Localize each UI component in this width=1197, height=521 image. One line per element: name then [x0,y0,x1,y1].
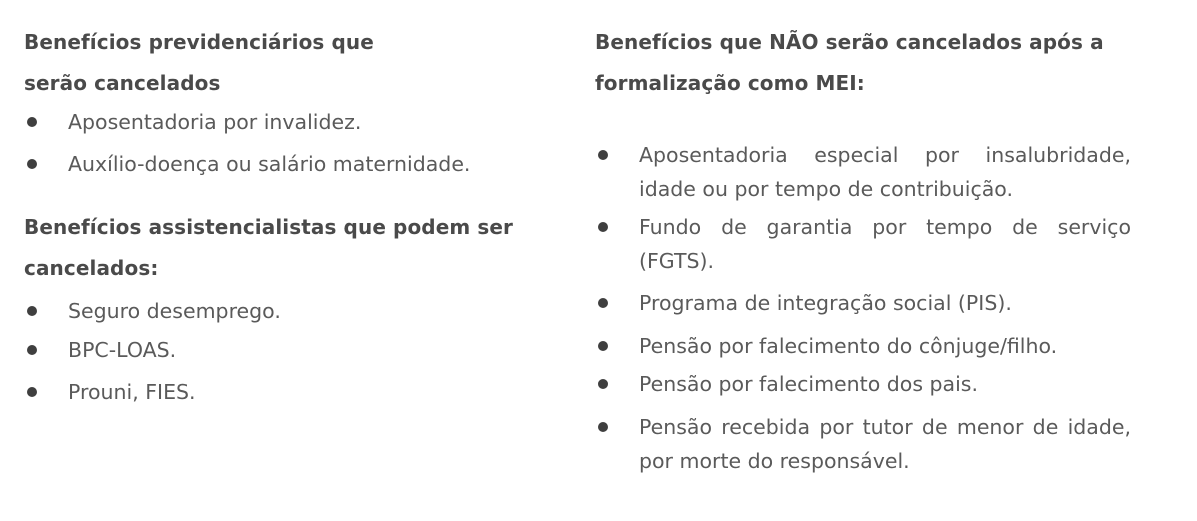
list-item-text: Pensão por falecimento do cônjuge/filho. [639,334,1058,358]
list-item [24,375,196,409]
list-item [24,294,281,328]
list-item [595,367,1131,401]
bullet-icon [598,379,608,389]
heading-line: Benefícios assistencialistas que podem ser [24,215,514,239]
bullet-icon [27,117,37,127]
list-item [595,329,1131,363]
heading-line: formalização como MEI: [595,71,865,95]
bullet-icon [598,222,608,232]
list-item-text: Seguro desemprego. [68,299,281,323]
list-item [595,410,1131,478]
list-item-text: Fundo de garantia por tempo de serviço (FGTS). [639,215,1131,273]
list-item [24,105,361,139]
cancellable-assistance-heading [24,207,544,289]
bullet-icon [27,306,37,316]
list-item [24,333,176,367]
cancelled-social-security-heading [24,22,544,104]
not-cancelled-benefits-heading [595,22,1131,104]
bullet-icon [598,298,608,308]
list-item [24,147,470,181]
heading-line: Benefícios que NÃO serão cancelados após a [595,30,1104,54]
heading-line: cancelados: [24,256,159,280]
list-item-text: Prouni, FIES. [68,380,196,404]
heading-line: serão cancelados [24,71,221,95]
bullet-icon [598,341,608,351]
list-item-text: Aposentadoria por invalidez. [68,110,362,134]
list-item [595,138,1131,206]
bullet-icon [27,345,37,355]
heading-line: Benefícios previdenciários que [24,30,374,54]
list-item-text: Aposentadoria especial por insalubridade, idade ou por tempo de contribuição. [639,143,1131,201]
list-item [595,286,1131,320]
list-item-text: Pensão recebida por tutor de menor de idade, por morte do responsável. [639,415,1131,473]
list-item-text: Pensão por falecimento dos pais. [639,372,978,396]
list-item-text: Auxílio-doença ou salário maternidade. [68,152,471,176]
bullet-icon [27,387,37,397]
bullet-icon [27,159,37,169]
bullet-icon [598,422,608,432]
list-item-text: Programa de integração social (PIS). [639,291,1012,315]
list-item-text: BPC-LOAS. [68,338,177,362]
list-item [595,210,1131,278]
bullet-icon [598,150,608,160]
